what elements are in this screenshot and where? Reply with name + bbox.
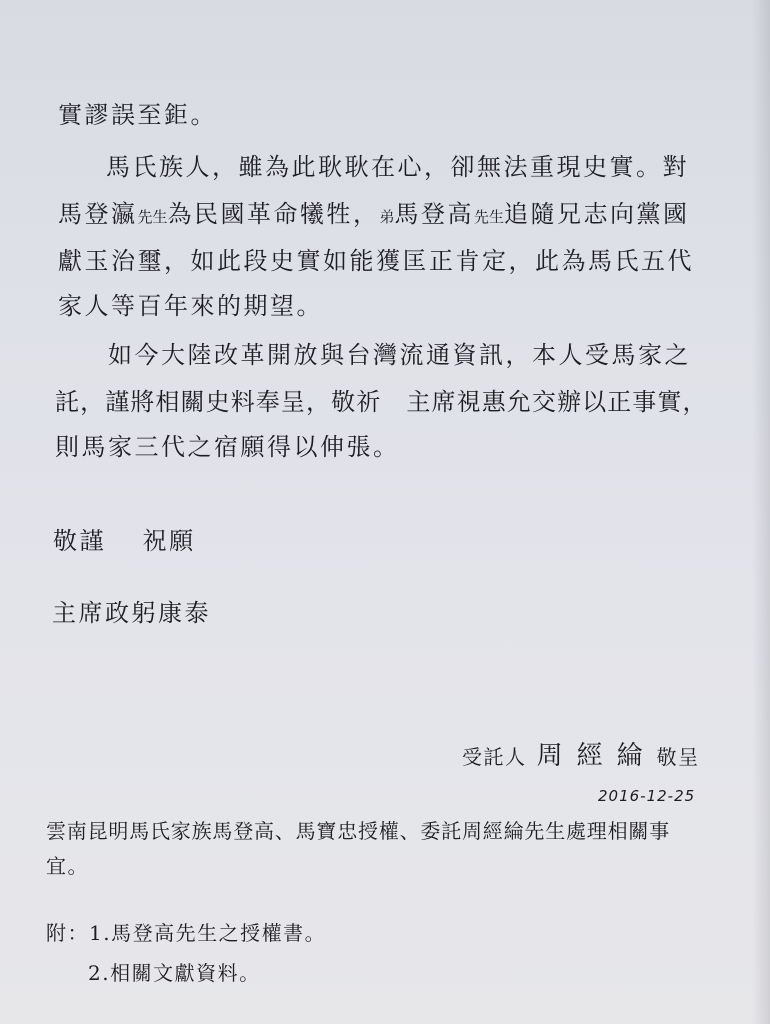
text-line-1: 實謬誤至鉅。 <box>58 101 217 129</box>
relation-note: 弟 <box>379 208 395 226</box>
signature-suffix: 敬呈 <box>656 745 700 769</box>
name-ma-dengying: 馬登瀛 <box>58 200 138 228</box>
authorization-note-line-1: 雲南昆明馬氏家族馬登高、馬寶忠授權、委託周經綸先生處理相關事 <box>46 819 670 843</box>
paragraph-1-line-1: 馬氏族人，雖為此耿耿在心，卻無法重現史實。對 <box>106 153 689 181</box>
attachment-item-1: 附：1.馬登高先生之授權書。 <box>46 921 327 945</box>
authorization-note-line-2: 宜。 <box>46 854 89 878</box>
honorific-note: 先生 <box>137 208 168 226</box>
paragraph-2-line-2: 託，謹將相關史料奉呈，敬祈 主席視惠允交辦以正事實， <box>55 388 708 416</box>
signature-line <box>462 741 700 772</box>
paragraph-1-line-3: 獻玉治璽，如此段史實如能獲匡正肯定，此為馬氏五代 <box>58 247 694 275</box>
paragraph-2-line-1: 如今大陸改革開放與台灣流通資訊，本人受馬家之 <box>108 341 691 369</box>
signature-name: 周經綸 <box>536 741 657 771</box>
salutation: 主席政躬康泰 <box>52 599 211 627</box>
name-ma-denggao: 馬登高 <box>394 200 475 228</box>
paragraph-2-line-3: 則馬家三代之宿願得以伸張。 <box>55 433 400 461</box>
paragraph-1-line-4: 家人等百年來的期望。 <box>58 292 323 320</box>
closing-phrase: 敬謹 祝願 <box>53 527 196 555</box>
attachment-item-2: 2.相關文獻資料。 <box>88 961 261 985</box>
letter-date: 2016-12-25 <box>598 787 696 805</box>
text-segment: 為民國革命犧牲， <box>167 200 380 228</box>
honorific-note: 先生 <box>474 208 505 226</box>
text-segment: 追隨兄志向黨國 <box>504 200 690 228</box>
signature-prefix: 受託人 <box>462 745 527 769</box>
paragraph-1-line-2 <box>58 199 690 232</box>
page-edge-shadow <box>752 0 770 1024</box>
